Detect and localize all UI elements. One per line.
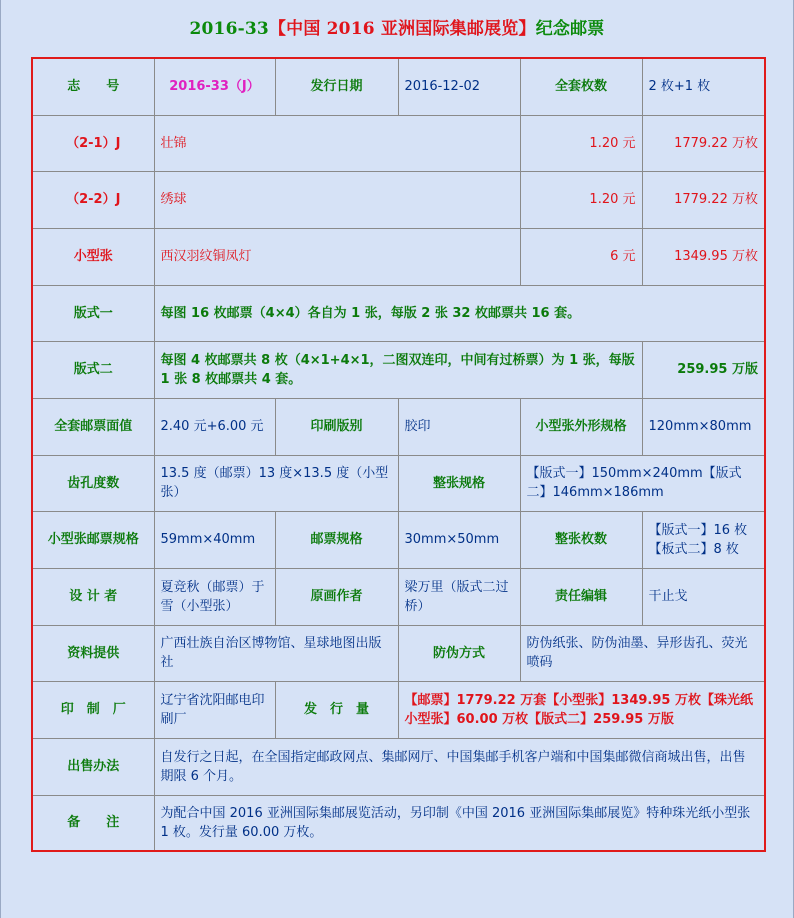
- format-1-label: 版式一: [32, 285, 154, 341]
- circulation-value: 【邮票】1779.22 万套【小型张】1349.95 万枚【珠光纸小型张】60.00 万枚【版式二】259.95 万版: [398, 681, 765, 738]
- set-count-value: 2 枚+1 枚: [642, 58, 765, 115]
- full-sheet-size-value: 【版式一】150mm×240mm【版式二】146mm×186mm: [520, 455, 765, 511]
- table-row: [32, 455, 765, 511]
- print-method-label: 印刷版别: [275, 398, 398, 455]
- table-row: [32, 625, 765, 681]
- table-row: [32, 171, 765, 228]
- ss-stamp-size-label: 小型张邮票规格: [32, 511, 154, 568]
- table-row: [32, 285, 765, 341]
- sheet-size-value: 120mm×80mm: [642, 398, 765, 455]
- full-sheet-size-label: 整张规格: [398, 455, 520, 511]
- full-sheet-count-value: 【版式一】16 枚【板式二】8 枚: [642, 511, 765, 568]
- format-2-label: 版式二: [32, 341, 154, 398]
- perforation-value: 13.5 度（邮票）13 度×13.5 度（小型张）: [154, 455, 398, 511]
- sale-method-value: 自发行之日起，在全国指定邮政网点、集邮网厅、中国集邮手机客户端和中国集邮微信商城出售，出售期限 6 个月。: [154, 738, 765, 795]
- stamp-info-table: [31, 57, 766, 852]
- circulation-label: 发 行 量: [275, 681, 398, 738]
- table-row: [32, 568, 765, 625]
- format-2-qty: 259.95 万版: [642, 341, 765, 398]
- face-value-value: 2.40 元+6.00 元: [154, 398, 275, 455]
- table-row: [32, 795, 765, 851]
- stamp-2-1-label: （2-1）J: [32, 115, 154, 171]
- souvenir-sheet-name: 西汉羽纹铜凤灯: [154, 228, 520, 285]
- set-count-label: 全套枚数: [520, 58, 642, 115]
- souvenir-sheet-qty: 1349.95 万枚: [642, 228, 765, 285]
- anti-counterfeit-label: 防伪方式: [398, 625, 520, 681]
- table-row: [32, 738, 765, 795]
- stamp-2-2-label: （2-2）J: [32, 171, 154, 228]
- stamp-2-2-face: 1.20 元: [520, 171, 642, 228]
- souvenir-sheet-face: 6 元: [520, 228, 642, 285]
- stamp-2-1-face: 1.20 元: [520, 115, 642, 171]
- title-code: 2016-33: [189, 19, 269, 39]
- remarks-label: 备 注: [32, 795, 154, 851]
- stamp-2-1-name: 壮锦: [154, 115, 520, 171]
- source-label: 资料提供: [32, 625, 154, 681]
- stamp-2-2-qty: 1779.22 万枚: [642, 171, 765, 228]
- printer-label: 印 制 厂: [32, 681, 154, 738]
- original-artist-label: 原画作者: [275, 568, 398, 625]
- table-row: [32, 341, 765, 398]
- page-title: [0, 14, 794, 39]
- designer-value: 夏竞秋（邮票）于雪（小型张）: [154, 568, 275, 625]
- title-suffix: 纪念邮票: [535, 19, 605, 39]
- ss-stamp-size-value: 59mm×40mm: [154, 511, 275, 568]
- designer-label: 设 计 者: [32, 568, 154, 625]
- issue-date-label: 发行日期: [275, 58, 398, 115]
- format-1-value: 每图 16 枚邮票（4×4）各自为 1 张，每版 2 张 32 枚邮票共 16 套。: [154, 285, 765, 341]
- sale-method-label: 出售办法: [32, 738, 154, 795]
- table-row: [32, 58, 765, 115]
- table-row: [32, 115, 765, 171]
- stamp-size-label: 邮票规格: [275, 511, 398, 568]
- stamp-2-1-qty: 1779.22 万枚: [642, 115, 765, 171]
- original-artist-value: 梁万里（版式二过桥）: [398, 568, 520, 625]
- souvenir-sheet-label: 小型张: [32, 228, 154, 285]
- table-row: [32, 511, 765, 568]
- table-row: [32, 398, 765, 455]
- sheet-size-label: 小型张外形规格: [520, 398, 642, 455]
- table-row: [32, 681, 765, 738]
- stamp-2-2-name: 绣球: [154, 171, 520, 228]
- serial-value: 2016-33（J）: [154, 58, 275, 115]
- anti-counterfeit-value: 防伪纸张、防伪油墨、异形齿孔、荧光喷码: [520, 625, 765, 681]
- format-2-value: 每图 4 枚邮票共 8 枚（4×1+4×1，二图双连印，中间有过桥票）为 1 张，每版 1 张 8 枚邮票共 4 套。: [154, 341, 642, 398]
- table-row: [32, 228, 765, 285]
- face-value-label: 全套邮票面值: [32, 398, 154, 455]
- source-value: 广西壮族自治区博物馆、星球地图出版社: [154, 625, 398, 681]
- editor-label: 责任编辑: [520, 568, 642, 625]
- full-sheet-count-label: 整张枚数: [520, 511, 642, 568]
- print-method-value: 胶印: [398, 398, 520, 455]
- issue-date-value: 2016-12-02: [398, 58, 520, 115]
- editor-value: 干止戈: [642, 568, 765, 625]
- serial-label: 志 号: [32, 58, 154, 115]
- stamp-size-value: 30mm×50mm: [398, 511, 520, 568]
- printer-value: 辽宁省沈阳邮电印刷厂: [154, 681, 275, 738]
- remarks-value: 为配合中国 2016 亚洲国际集邮展览活动，另印制《中国 2016 亚洲国际集邮展览》特种珠光纸小型张 1 枚。发行量 60.00 万枚。: [154, 795, 765, 851]
- perforation-label: 齿孔度数: [32, 455, 154, 511]
- title-name: 【中国 2016 亚洲国际集邮展览】: [268, 19, 536, 39]
